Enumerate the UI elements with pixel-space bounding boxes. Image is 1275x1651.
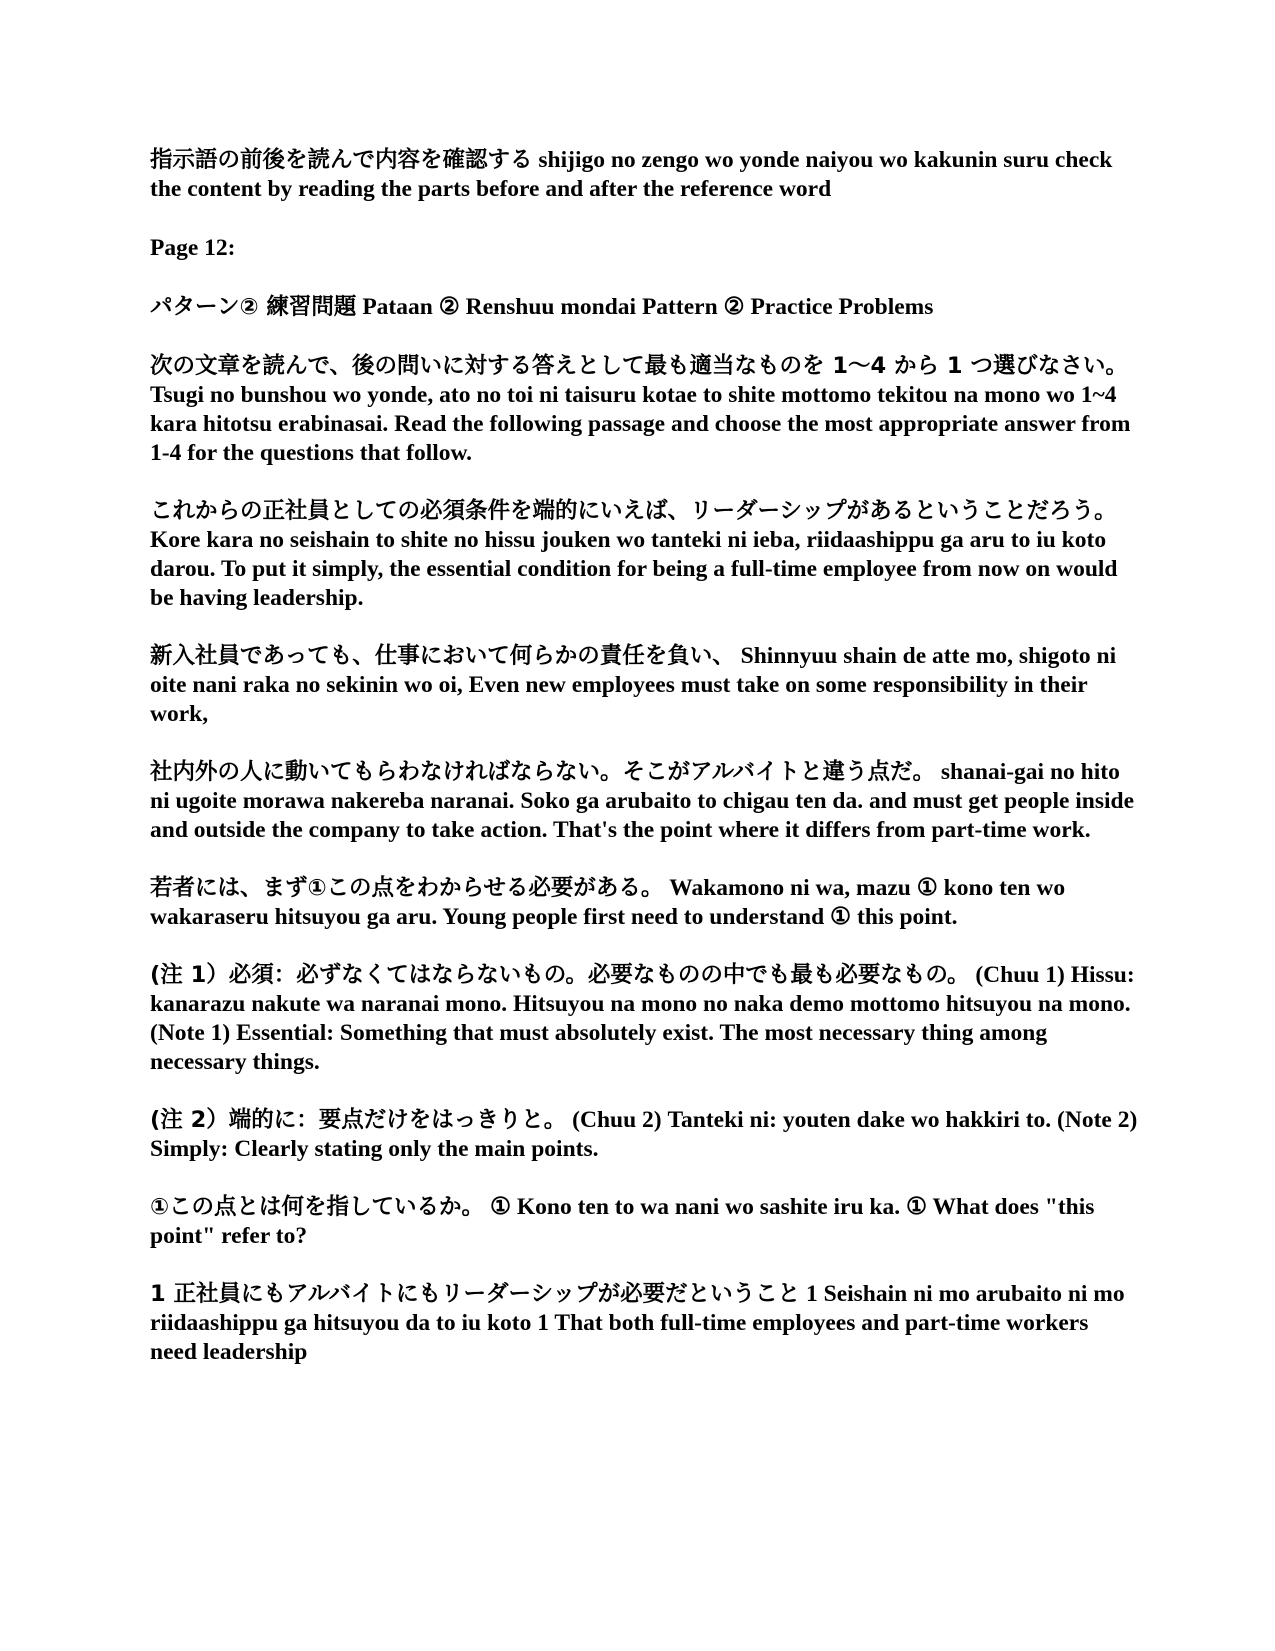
translation-text: ① Kono ten to wa nani wo sashite iru ka. ① What does "this point" refer to? <box>150 1194 1095 1249</box>
japanese-text: これからの正社員としての必須条件を端的にいえば、リーダーシップがあるということだろう。 <box>150 498 1117 524</box>
question-paragraph <box>150 1193 1140 1251</box>
translation-text: (Chuu 1) Hissu: kanarazu nakute wa naranai mono. Hitsuyou na mono no naka demo mottomo hitsuyou na mono. (Note 1) Essential: Something that must absolutely exist. The most necessary thing among necessary things. <box>150 962 1135 1075</box>
translation-text: shanai-gai no hito ni ugoite morawa nakereba naranai. Soko ga arubaito to chigau ten da. and must get people inside and outside the company to take action. That's the point where it differs from part-time work. <box>150 759 1135 843</box>
translation-text: Wakamono ni wa, mazu ① kono ten wo wakaraseru hitsuyou ga aru. Young people first need to understand ① this point. <box>150 875 1066 930</box>
japanese-text: 社内外の人に動いてもらわなければならない。そこがアルバイトと違う点だ。 <box>150 759 936 785</box>
answer-option-1 <box>150 1280 1140 1367</box>
translation-text: shijigo no zengo wo yonde naiyou wo kakunin suru check the content by reading the parts before and after the reference word <box>150 147 1113 202</box>
page-label <box>150 234 1140 263</box>
translation-text: Shinnyuu shain de atte mo, shigoto ni oite nani raka no sekinin wo oi, Even new employees must take on some responsibility in their work, <box>150 643 1117 727</box>
footnote-1 <box>150 961 1140 1077</box>
japanese-text: 若者には、まず①この点をわからせる必要がある。 <box>150 875 664 901</box>
exercise-title <box>150 293 1140 322</box>
japanese-text: 次の文章を読んで、後の問いに対する答えとして最も適当なものを 1〜4 から 1 つ選びなさい。 <box>150 353 1128 379</box>
translation-text: Pataan ② Renshuu mondai Pattern ② Practice Problems <box>356 294 934 320</box>
page-number-text: Page 12: <box>150 235 236 261</box>
passage-paragraph <box>150 874 1140 932</box>
japanese-text: パターン② 練習問題 <box>150 294 357 320</box>
translation-text: Kore kara no seishain to shite no hissu jouken wo tanteki ni ieba, riidaashippu ga aru to iu koto darou. To put it simply, the essential condition for being a full-time employee from now on would be having leadership. <box>150 527 1118 611</box>
section-heading <box>150 146 1140 204</box>
translation-text: 1 Seishain ni mo arubaito ni mo riidaashippu ga hitsuyou da to iu koto 1 That both full-time employees and part-time workers need leadership <box>150 1281 1125 1365</box>
document-body <box>150 146 1140 1396</box>
passage-paragraph <box>150 642 1140 729</box>
japanese-text: 1 正社員にもアルバイトにもリーダーシップが必要だということ <box>150 1281 801 1307</box>
japanese-text: ①この点とは何を指しているか。 <box>150 1194 485 1220</box>
instruction-paragraph <box>150 352 1140 468</box>
japanese-text: 新入社員であっても、仕事において何らかの責任を負い、 <box>150 643 735 669</box>
passage-paragraph <box>150 497 1140 613</box>
translation-text: Tsugi no bunshou wo yonde, ato no toi ni taisuru kotae to shite mottomo tekitou na mono wo 1~4 kara hitotsu erabinasai. Read the following passage and choose the most appropriate answer from 1-4 for the questions that follow. <box>150 382 1131 466</box>
translation-text: (Chuu 2) Tanteki ni: youten dake wo hakkiri to. (Note 2) Simply: Clearly stating only the main points. <box>150 1107 1138 1162</box>
footnote-2 <box>150 1106 1140 1164</box>
japanese-text: 指示語の前後を読んで内容を確認する <box>150 147 533 173</box>
passage-paragraph <box>150 758 1140 845</box>
japanese-text: (注 1）必須：必ずなくてはならないもの。必要なものの中でも最も必要なもの。 <box>150 962 970 988</box>
japanese-text: (注 2）端的に：要点だけをはっきりと。 <box>150 1107 567 1133</box>
